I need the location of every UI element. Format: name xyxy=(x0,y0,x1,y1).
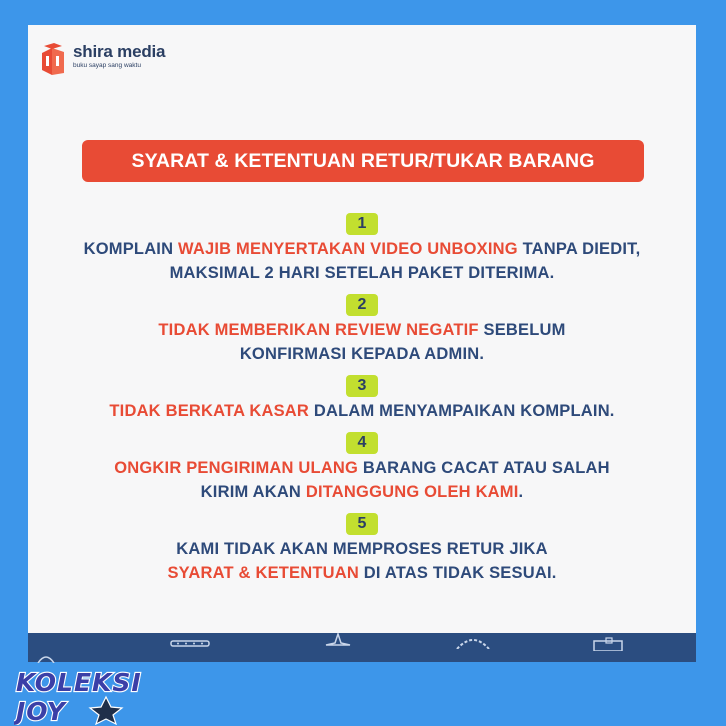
brand-tagline: buku sayap sang waktu xyxy=(73,62,141,69)
truck-icon xyxy=(170,639,210,653)
rule-item xyxy=(28,432,696,504)
rules-list xyxy=(28,213,696,594)
rule-item xyxy=(28,513,696,585)
rule-text-line: KAMI TIDAK AKAN MEMPROSES RETUR JIKA xyxy=(176,540,548,558)
box-logo-icon xyxy=(40,43,66,77)
smile-icon xyxy=(34,649,74,663)
brand-logo xyxy=(40,43,165,77)
package-icon xyxy=(588,637,628,651)
rule-text-line: TIDAK BERKATA KASAR DALAM MENYAMPAIKAN KOMPLAIN. xyxy=(109,402,615,420)
rule-item xyxy=(28,213,696,285)
rule-item xyxy=(28,294,696,366)
rule-number-badge: 5 xyxy=(346,513,378,535)
rule-text-line: SYARAT & KETENTUAN DI ATAS TIDAK SESUAI. xyxy=(167,564,557,582)
rule-text-line: KONFIRMASI KEPADA ADMIN. xyxy=(239,345,485,363)
svg-text:KOLEKSI: KOLEKSI xyxy=(16,668,142,697)
rule-number-badge: 3 xyxy=(346,375,378,397)
brand-name: shira media xyxy=(73,42,166,61)
sparkle-icon xyxy=(318,633,358,647)
page-title: SYARAT & KETENTUAN RETUR/TUKAR BARANG xyxy=(82,140,644,182)
gear-icon xyxy=(453,635,493,649)
rule-number-badge: 2 xyxy=(346,294,378,316)
bottom-icon-strip xyxy=(28,633,696,662)
rule-text-line: KIRIM AKAN DITANGGUNG OLEH KAMI. xyxy=(200,483,524,501)
rule-number-badge: 1 xyxy=(346,213,378,235)
rule-text-line: ONGKIR PENGIRIMAN ULANG BARANG CACAT ATAU SALAH xyxy=(114,459,610,477)
rule-text-line: TIDAK MEMBERIKAN REVIEW NEGATIF SEBELUM xyxy=(158,321,566,339)
rule-number-badge: 4 xyxy=(346,432,378,454)
koleksi-joy-watermark xyxy=(14,667,164,725)
rule-item xyxy=(28,375,696,423)
svg-text:JOY: JOY xyxy=(16,697,66,725)
rule-text-line: MAKSIMAL 2 HARI SETELAH PAKET DITERIMA. xyxy=(169,264,555,282)
rules-card xyxy=(28,25,696,662)
rule-text-line: KOMPLAIN WAJIB MENYERTAKAN VIDEO UNBOXING TANPA DIEDIT, xyxy=(83,240,641,258)
